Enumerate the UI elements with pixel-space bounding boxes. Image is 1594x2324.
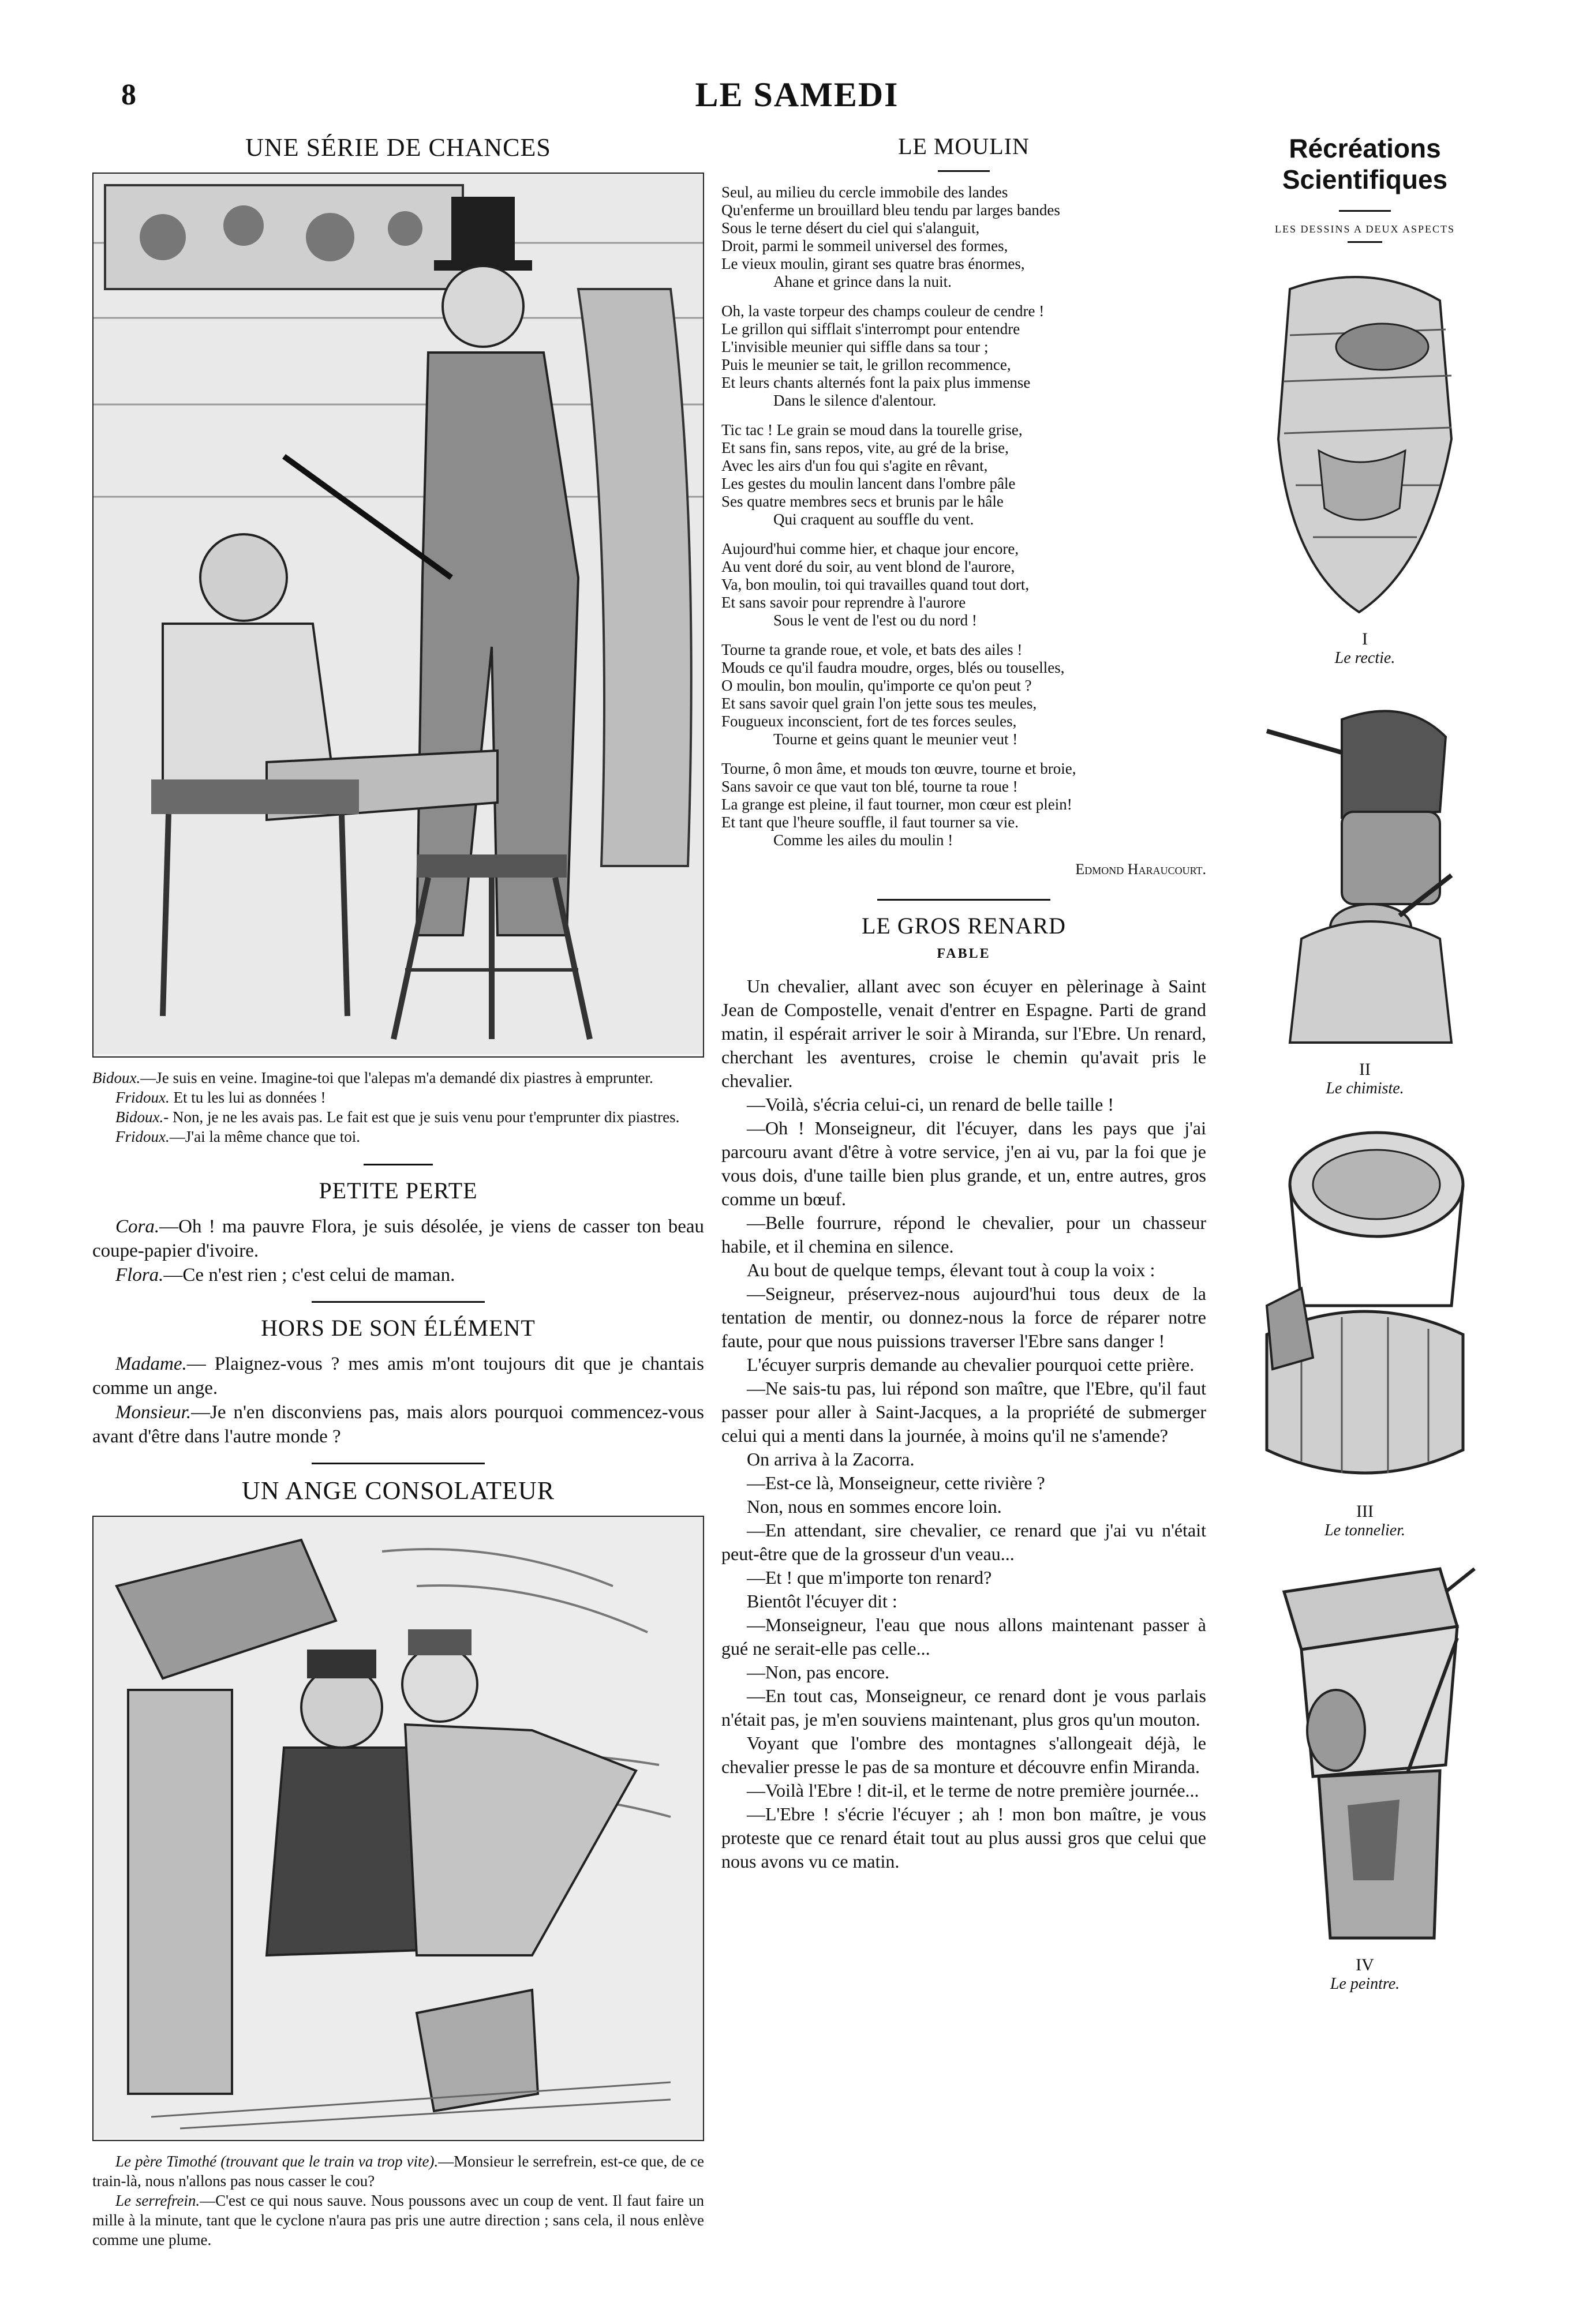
poem-line: Droit, parmi le sommeil universel des formes,: [721, 237, 1008, 254]
petite-title: PETITE PERTE: [319, 1178, 478, 1204]
hors-title: HORS DE SON ÉLÉMENT: [261, 1315, 536, 1341]
fable-paragraph: Au bout de quelque temps, élevant tout à coup la voix :: [747, 1260, 1155, 1280]
left-column: [92, 133, 704, 2250]
barrels-figure: [1244, 1115, 1486, 1496]
artist-studio-engraving: [93, 174, 703, 1054]
moulin-title: LE MOULIN: [898, 133, 1030, 159]
petite-text: [92, 1215, 704, 1287]
serie-illustration: [92, 173, 704, 1058]
poem-line: Tourne, ô mon âme, et mouds ton œuvre, tourne et broie,: [721, 760, 1076, 777]
poem-stanza: [721, 760, 1206, 849]
figure-1-number: I: [1362, 629, 1368, 649]
renard-subtitle: FABLE: [937, 946, 991, 961]
poem-line: Comme les ailes du moulin !: [773, 831, 953, 849]
ange-speaker-1: Le père Timothé (trouvant que le train va trop vite).: [115, 2153, 439, 2170]
divider: [312, 1463, 485, 1464]
poem-line: Dans le silence d'alentour.: [773, 392, 937, 409]
fable-paragraph: —Oh ! Monseigneur, dit l'écuyer, dans les pays que j'ai parcouru avant d'être à votre service, j'en ai vu, par la foi que je vous dois, d'une taille bien plus grande, et un, entre autres, gros comme un bœuf.: [721, 1118, 1206, 1209]
poem-line: Va, bon moulin, toi qui travailles quand tout dort,: [721, 576, 1030, 593]
page-number: 8: [121, 78, 136, 111]
poem-line: Et tant que l'heure souffle, il faut tourner sa vie.: [721, 814, 1019, 831]
divider: [312, 1301, 485, 1303]
ange-title: UN ANGE CONSOLATEUR: [241, 1476, 555, 1505]
ange-speaker-2: Le serrefrein.: [115, 2192, 200, 2209]
middle-column: [721, 133, 1206, 1873]
poem-line: Oh, la vaste torpeur des champs couleur de cendre !: [721, 302, 1045, 320]
poem-line: Tourne et geins quant le meunier veut !: [773, 730, 1018, 748]
poem-line: L'invisible meunier qui siffle dans sa tour ;: [721, 338, 989, 355]
recreations-title: Récréations Scientifiques: [1282, 133, 1448, 194]
figure-1: [1255, 266, 1475, 624]
serie-line-4: —J'ai la même chance que toi.: [169, 1128, 360, 1145]
poem-line: Et leurs chants alternés font la paix plus immense: [721, 374, 1031, 391]
petite-line-2: —Ce n'est rien ; c'est celui de maman.: [163, 1265, 455, 1285]
poem-line: Au vent doré du soir, au vent blond de l'aurore,: [721, 558, 1015, 575]
serie-line-1: —Je suis en veine. Imagine-toi que l'alepas m'a demandé dix piastres à emprunter.: [140, 1069, 653, 1086]
fable-paragraph: —Monseigneur, l'eau que nous allons maintenant passer à gué ne serait-elle pas celle...: [721, 1614, 1206, 1659]
figure-3-number: III: [1356, 1502, 1374, 1521]
serie-caption: [92, 1068, 704, 1146]
poem-line: Qu'enferme un brouillard bleu tendu par larges bandes: [721, 201, 1060, 219]
fable-paragraph: —Belle fourrure, répond le chevalier, pour un chasseur habile, et il chemina en silence.: [721, 1212, 1206, 1257]
poem-line: Sans savoir ce que vaut ton blé, tourne ta roue !: [721, 778, 1018, 795]
fable-paragraph: L'écuyer surpris demande au chevalier pourquoi cette prière.: [747, 1354, 1195, 1375]
poem-line: Ses quatre membres secs et brunis par le hâle: [721, 493, 1004, 510]
right-column: [1221, 133, 1509, 2005]
hors-line-1: — Plaignez-vous ? mes amis m'ont toujours dit que je chantais comme un ange.: [92, 1354, 704, 1399]
divider: [1348, 241, 1382, 243]
moulin-poem: [721, 183, 1206, 849]
fable-paragraph: On arriva à la Zacorra.: [747, 1449, 915, 1470]
journal-title: LE SAMEDI: [695, 76, 899, 114]
poem-line: Le vieux moulin, girant ses quatre bras énormes,: [721, 255, 1025, 272]
poem-line: Sous le terne désert du ciel qui s'alanguit,: [721, 219, 980, 237]
renard-title: LE GROS RENARD: [861, 913, 1067, 939]
poem-line: Avec les airs d'un fou qui s'agite en rêvant,: [721, 457, 988, 474]
poem-line: Et sans fin, sans repos, vite, au gré de la brise,: [721, 439, 1009, 456]
poem-line: Et sans savoir quel grain l'on jette sous tes meules,: [721, 695, 1037, 712]
divider: [1339, 210, 1391, 212]
figure-1-caption: Le rectie.: [1334, 649, 1395, 667]
serie-line-3: - Non, je ne les avais pas. Le fait est que je suis venu pour t'emprunter dix piastres.: [163, 1108, 680, 1126]
train-scene-engraving: [93, 1517, 703, 2138]
serie-line-2: Et tu les lui as données !: [169, 1089, 326, 1106]
poem-signature: Edmond Haraucourt.: [1075, 861, 1206, 878]
fable-paragraph: —Voilà l'Ebre ! dit-il, et le terme de notre première journée...: [747, 1780, 1199, 1801]
fable-paragraph: —Ne sais-tu pas, lui répond son maître, que l'Ebre, qu'il faut passer pour aller à Saint-Jacques, a la propriété de submerger celui qui a menti dans la journée, à moins qu'il ne s'amende?: [721, 1378, 1206, 1446]
poem-stanza: [721, 421, 1206, 528]
poem-line: Aujourd'hui comme hier, et chaque jour encore,: [721, 540, 1019, 557]
petite-line-1: —Oh ! ma pauvre Flora, je suis désolée, je viens de casser ton beau coupe-papier d'ivoire.: [92, 1216, 704, 1261]
poem-stanza: [721, 641, 1206, 748]
ange-line-1: —Monsieur le serrefrein, est-ce que, de ce train-là, nous n'allons pas nous casser le cou?: [92, 2153, 704, 2190]
serie-speaker-4: Fridoux.: [115, 1128, 170, 1145]
figure-2-number: II: [1359, 1060, 1371, 1079]
serie-speaker-3: Bidoux.: [115, 1108, 164, 1126]
poem-line: Sous le vent de l'est ou du nord !: [773, 612, 977, 629]
petite-speaker-1: Cora.: [115, 1216, 160, 1237]
figure-2: [1255, 685, 1475, 1054]
hors-line-2: —Je n'en disconviens pas, mais alors pourquoi commencez-vous avant d'être dans l'autre monde ?: [92, 1402, 704, 1447]
head-dog-figure: [1255, 266, 1475, 624]
fable-paragraph: —Est-ce là, Monseigneur, cette rivière ?: [747, 1472, 1045, 1493]
poem-line: O moulin, bon moulin, qu'importe ce qu'on peut ?: [721, 677, 1032, 694]
poem-line: Le grillon qui sifflait s'interrompt pour entendre: [721, 320, 1020, 338]
chemist-apparatus-figure: [1255, 685, 1475, 1054]
serie-speaker-2: Fridoux.: [115, 1089, 170, 1106]
fable-paragraph: —Non, pas encore.: [747, 1662, 890, 1682]
figure-3-caption: Le tonnelier.: [1324, 1521, 1405, 1539]
fable-paragraph: Bientôt l'écuyer dit :: [747, 1591, 897, 1611]
renard-text: [721, 974, 1206, 1873]
fable-paragraph: Un chevalier, allant avec son écuyer en pèlerinage à Saint Jean de Compostelle, venait d'entrer en Espagne. Parti de grand matin, il espérait arriver le soir à Miranda, sur l'Ebre. Un renard, cherchant les aventures, croise le chemin qu'avait pris le chevalier.: [721, 976, 1206, 1091]
figure-4-number: IV: [1356, 1955, 1374, 1974]
hors-speaker-1: Madame.: [115, 1354, 187, 1374]
fable-paragraph: Non, nous en sommes encore loin.: [747, 1496, 1002, 1517]
poem-line: Tourne ta grande roue, et vole, et bats des ailes !: [721, 641, 1023, 658]
painter-box-figure: [1249, 1557, 1480, 1950]
fable-paragraph: —Seigneur, préservez-nous aujourd'hui tous deux de la tentation de mentir, ou donnez-nous la force de réparer notre faute, pour que nous puissions traverser l'Ebre sans danger !: [721, 1283, 1206, 1351]
fable-paragraph: —En tout cas, Monseigneur, ce renard dont je vous parlais n'était pas, je m'en souviens maintenant, plus gros qu'un mouton.: [721, 1685, 1206, 1730]
figure-3: [1244, 1115, 1486, 1496]
poem-line: Ahane et grince dans la nuit.: [773, 273, 952, 290]
divider: [877, 899, 1050, 901]
figure-2-caption: Le chimiste.: [1326, 1079, 1404, 1097]
divider: [364, 1164, 433, 1165]
fable-paragraph: —Et ! que m'importe ton renard?: [747, 1567, 992, 1588]
poem-line: Les gestes du moulin lancent dans l'ombre pâle: [721, 475, 1016, 492]
fable-paragraph: —En attendant, sire chevalier, ce renard que j'ai vu n'était peut-être que de la grosseur d'un veau...: [721, 1520, 1206, 1564]
poem-line: Tic tac ! Le grain se moud dans la tourelle grise,: [721, 421, 1023, 438]
poem-line: Mouds ce qu'il faudra moudre, orges, blés ou touselles,: [721, 659, 1065, 676]
ange-illustration: [92, 1516, 704, 2141]
fable-paragraph: Voyant que l'ombre des montagnes s'allongeait déjà, le chevalier presse le pas de sa monture et découvre enfin Miranda.: [721, 1733, 1206, 1777]
poem-line: Qui craquent au souffle du vent.: [773, 511, 974, 528]
figure-4: [1249, 1557, 1480, 1950]
poem-line: La grange est pleine, il faut tourner, mon cœur est plein!: [721, 796, 1072, 813]
serie-title: UNE SÉRIE DE CHANCES: [245, 133, 551, 162]
hors-text: [92, 1352, 704, 1449]
fable-paragraph: —Voilà, s'écria celui-ci, un renard de belle taille !: [747, 1094, 1114, 1115]
figure-4-caption: Le peintre.: [1330, 1975, 1400, 1993]
divider: [938, 170, 990, 172]
ange-line-2: —C'est ce qui nous sauve. Nous poussons avec un coup de vent. Il faut faire un mille à la minute, tant que le cyclone n'aura pas pris une autre direction ; sans cela, il nous enlève comme une plume.: [92, 2192, 705, 2248]
poem-stanza: [721, 302, 1206, 410]
petite-speaker-2: Flora.: [115, 1265, 164, 1285]
poem-line: Et sans savoir pour reprendre à l'aurore: [721, 594, 966, 611]
poem-line: Fougueux inconscient, fort de tes forces seules,: [721, 713, 1017, 730]
recreations-subtitle: LES DESSINS A DEUX ASPECTS: [1274, 223, 1455, 235]
fable-paragraph: —L'Ebre ! s'écrie l'écuyer ; ah ! mon bon maître, je vous proteste que ce renard était tout au plus aussi gros que celui que nous avons vu ce matin.: [721, 1804, 1206, 1872]
poem-stanza: [721, 540, 1206, 629]
poem-line: Puis le meunier se tait, le grillon recommence,: [721, 356, 1011, 373]
ange-caption: [92, 2151, 704, 2250]
poem-stanza: [721, 183, 1206, 291]
hors-speaker-2: Monsieur.: [115, 1402, 192, 1423]
poem-line: Seul, au milieu du cercle immobile des landes: [721, 183, 1008, 201]
serie-speaker-1: Bidoux.: [92, 1069, 141, 1086]
